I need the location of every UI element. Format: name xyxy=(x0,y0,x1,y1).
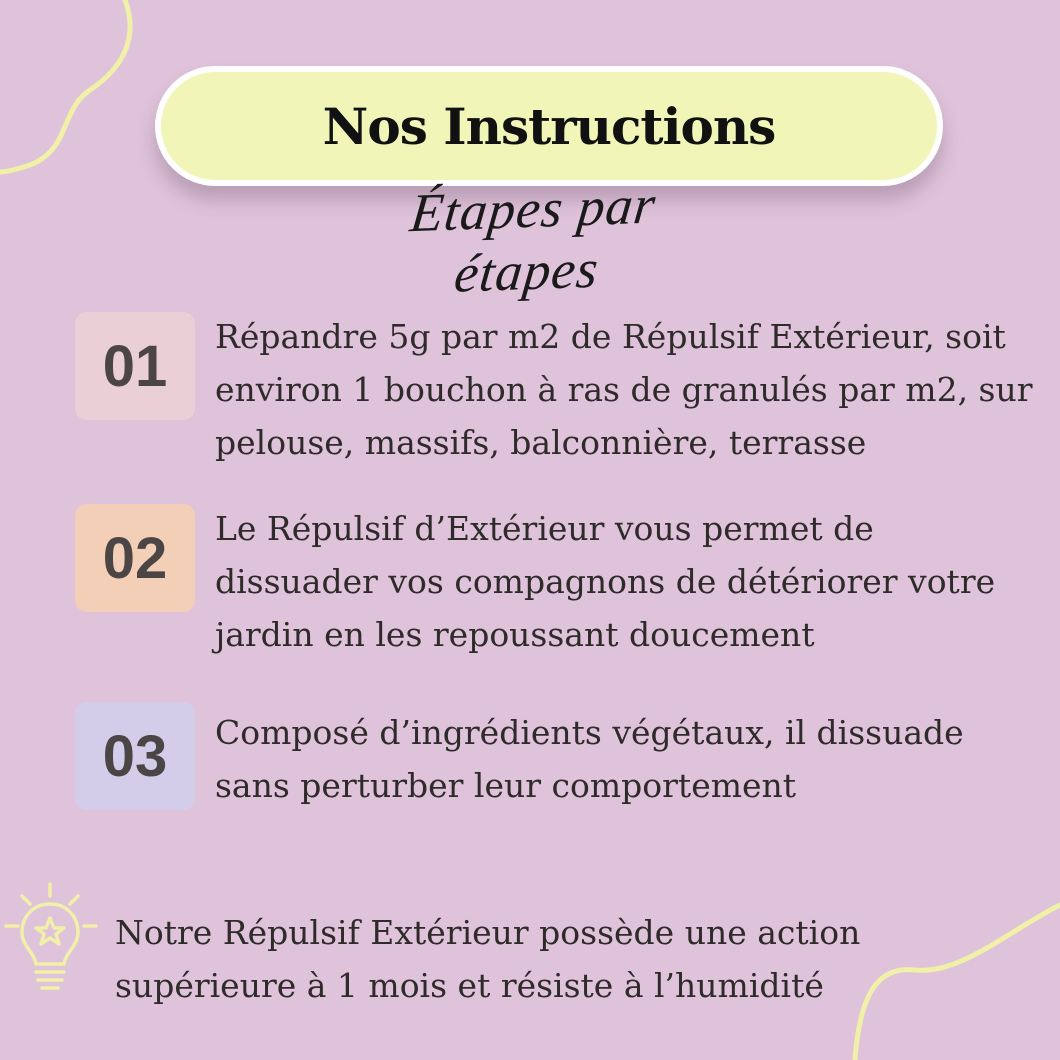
top-left-squiggle xyxy=(0,0,130,172)
page-subtitle: Étapes par étapes xyxy=(407,174,660,304)
title-banner xyxy=(155,66,943,186)
step-description: Répandre 5g par m2 de Répulsif Extérieur, soit environ 1 bouchon à ras de granulés par m2, sur pelouse, massifs, balconnière, terrasse xyxy=(215,317,1033,462)
step-description: Le Répulsif d’Extérieur vous permet de dissuader vos compagnons de détériorer votre jardin en les repoussant doucement xyxy=(215,509,996,654)
step-number-badge: 01 xyxy=(75,312,195,420)
step-description: Composé d’ingrédients végétaux, il dissuade sans perturber leur comportement xyxy=(215,713,964,805)
step-number-badge: 03 xyxy=(75,702,195,810)
step-number-badge: 02 xyxy=(75,504,195,612)
lightbulb-star-icon xyxy=(2,882,102,1012)
page-title: Nos Instructions xyxy=(322,96,776,156)
tip-text: Notre Répulsif Extérieur possède une action supérieure à 1 mois et résiste à l’humidité xyxy=(115,913,861,1005)
